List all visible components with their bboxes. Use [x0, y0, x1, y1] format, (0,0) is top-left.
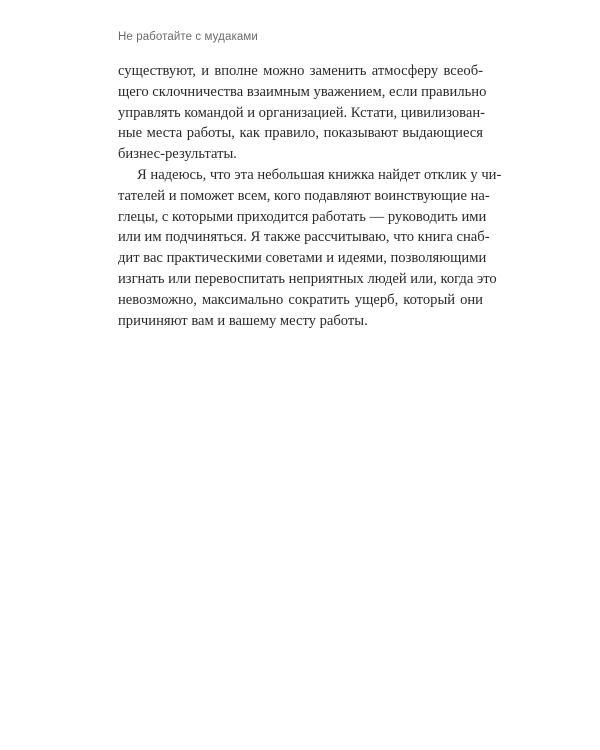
- body-text: [118, 61, 502, 331]
- paragraph-1: [118, 61, 487, 165]
- text-line: невозможно, максимально сократить ущерб, который они: [118, 291, 483, 308]
- text-line: бизнес-результаты.: [118, 146, 237, 163]
- paragraph-2: [118, 165, 502, 331]
- running-head: Не работайте с мудаками: [118, 31, 258, 43]
- text-line: щего склочничества взаимным уважением, если правильно: [118, 83, 487, 100]
- text-line: изгнать или перевоспитать неприятных людей или, когда это: [118, 270, 497, 287]
- text-line: дит вас практическими советами и идеями, позволяющими: [118, 250, 487, 267]
- text-line: тателей и поможет всем, кого подавляют воинствующие на-: [118, 187, 490, 204]
- text-line: ные места работы, как правило, показывают выдающиеся: [118, 125, 483, 142]
- text-line: Я надеюсь, что эта небольшая книжка найдет отклик у чи-: [137, 166, 502, 183]
- text-line: глецы, с которыми приходится работать — руководить ими: [118, 208, 487, 225]
- text-line: существуют, и вполне можно заменить атмосферу всеоб-: [118, 63, 483, 79]
- text-line: управлять командой и организацией. Кстати, цивилизован-: [118, 104, 486, 121]
- text-line: причиняют вам и вашему месту работы.: [118, 312, 368, 329]
- text-line: или им подчиняться. Я также рассчитываю, что книга снаб-: [118, 229, 490, 246]
